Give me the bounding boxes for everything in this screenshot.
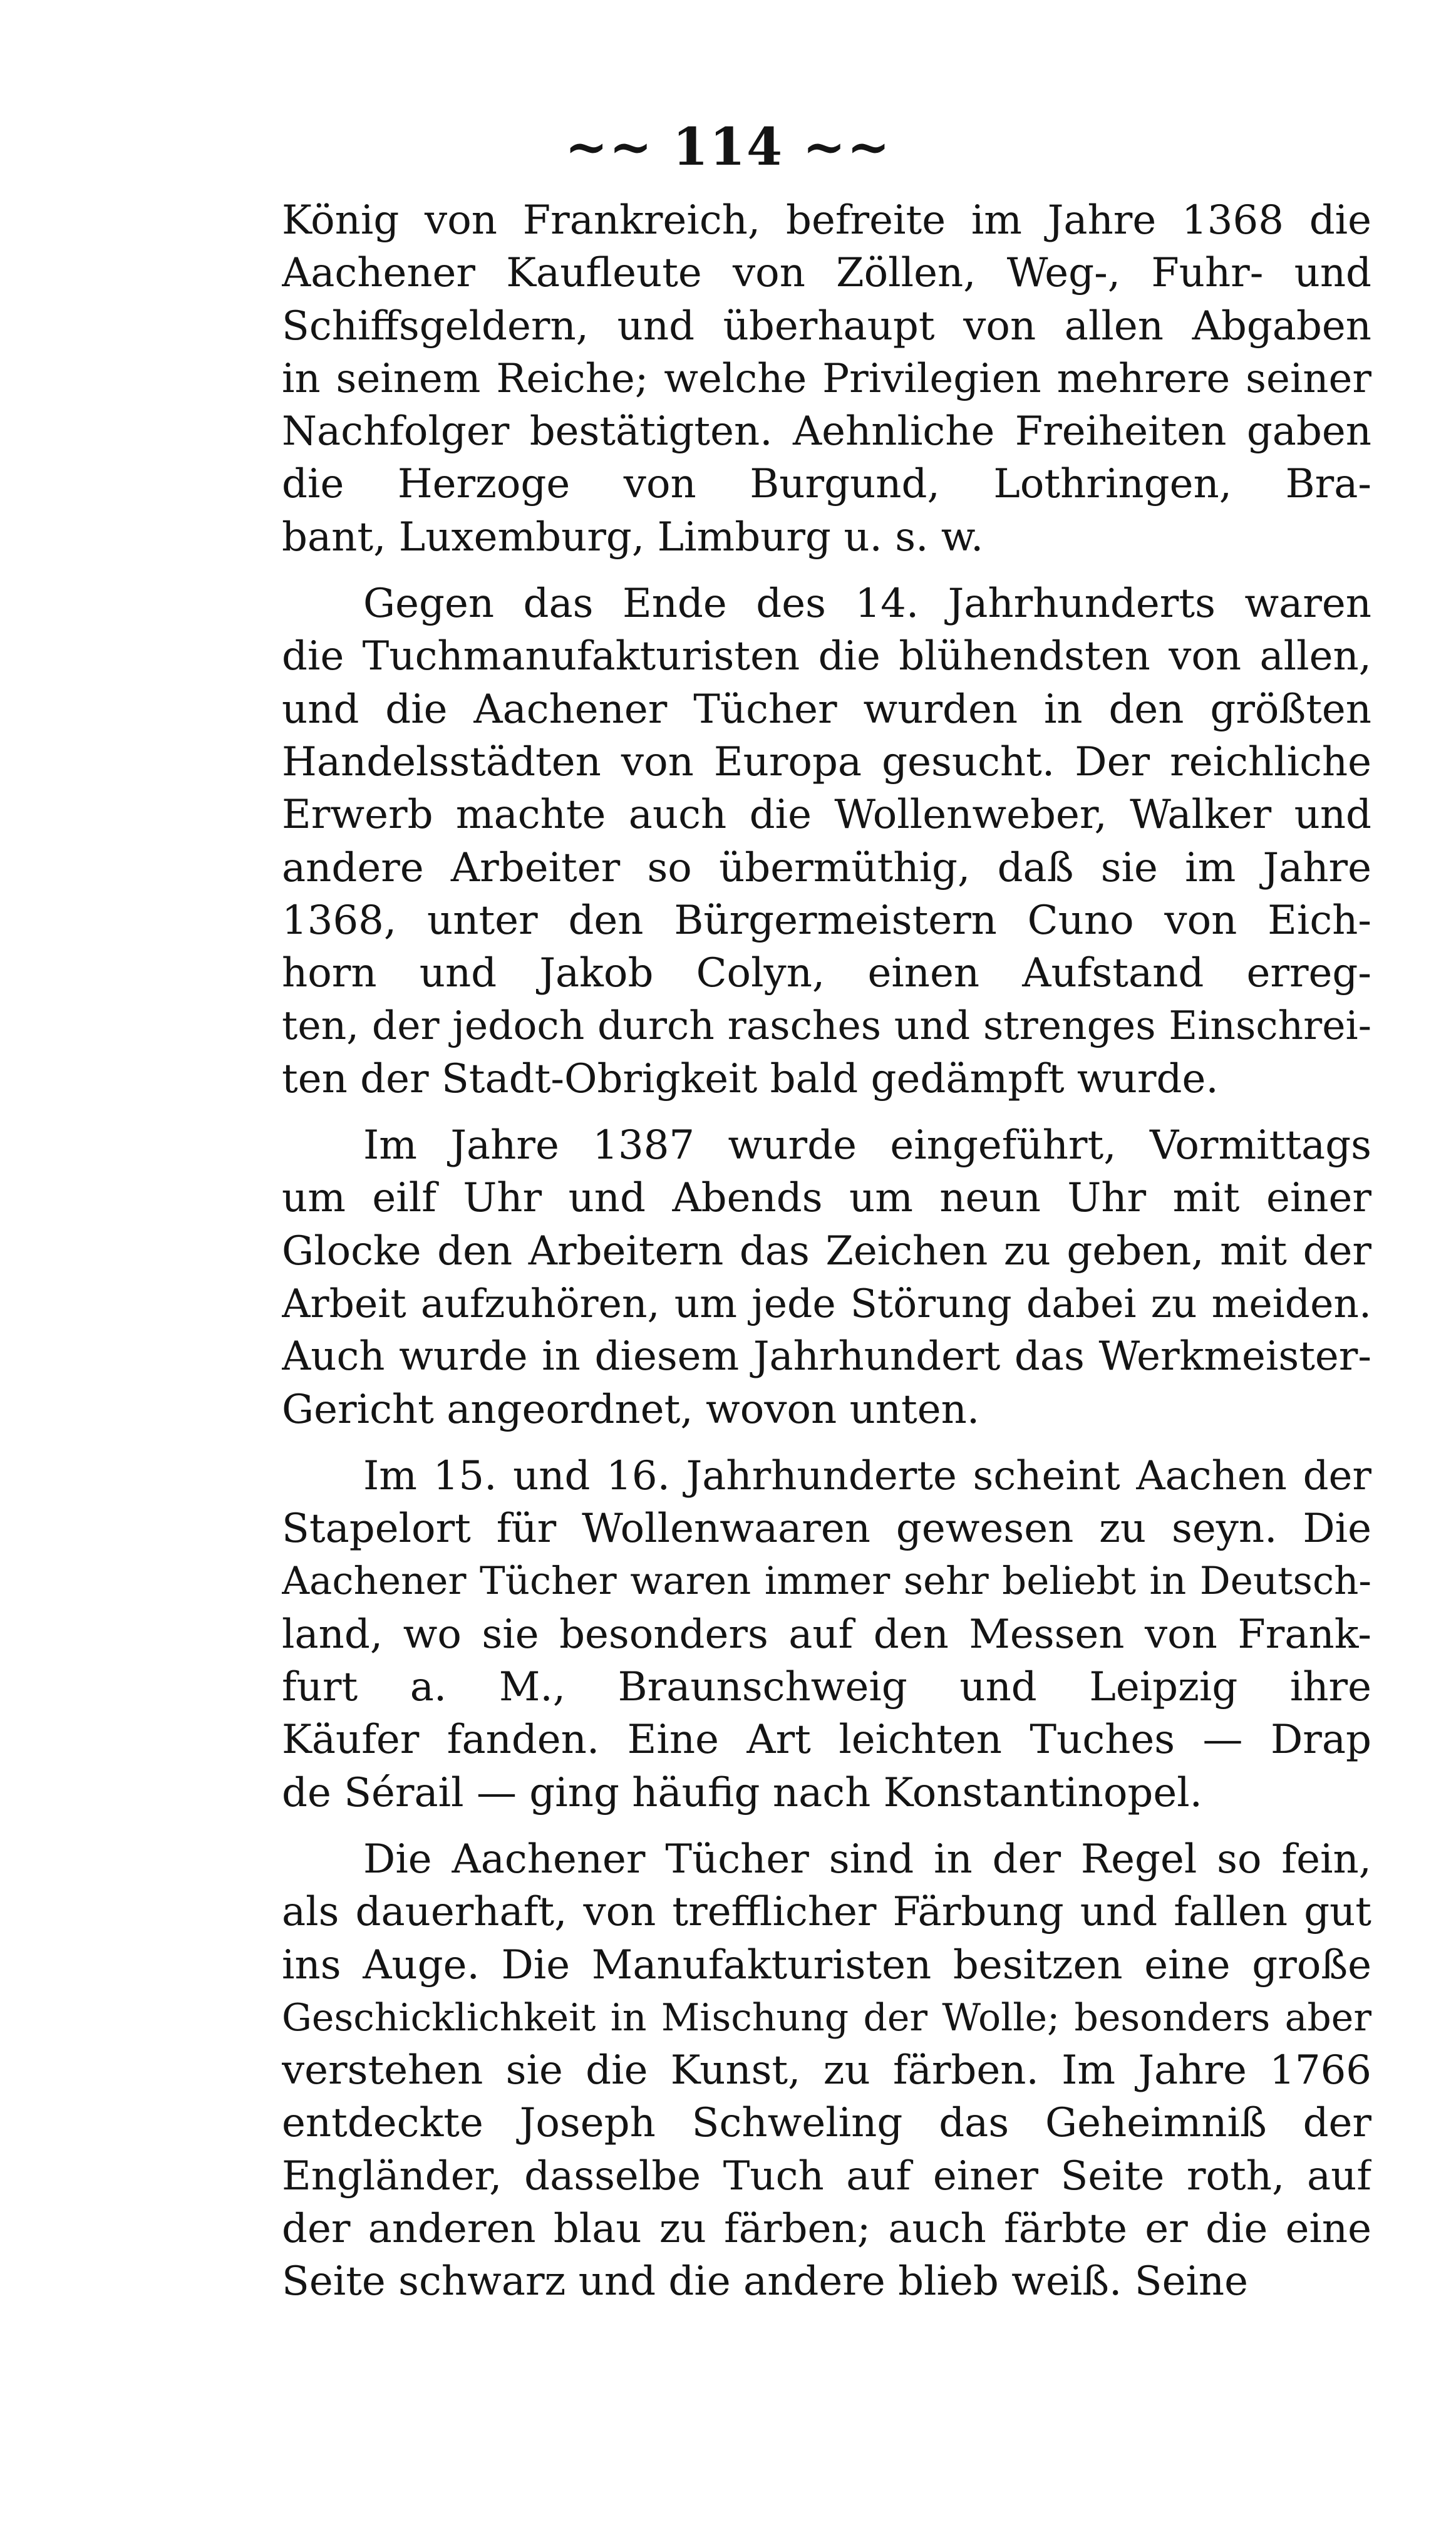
text-line: die Tuchmanufakturisten die blühendsten von allen, <box>282 633 1371 680</box>
text-line: ten, der jedoch durch rasches und strenges Einschrei- <box>282 1003 1371 1049</box>
text-line: land, wo sie besonders auf den Messen von Frank- <box>282 1611 1371 1658</box>
text-line: andere Arbeiter so übermüthig, daß sie im Jahre <box>282 844 1371 891</box>
text-line: Stapelort für Wollenwaaren gewesen zu seyn. Die <box>282 1506 1371 1553</box>
paragraph <box>282 1833 1371 2308</box>
paragraph <box>282 1450 1371 1819</box>
text-line: Schiffsgeldern, und überhaupt von allen Abgaben <box>282 302 1371 349</box>
text-line: Nachfolger bestätigten. Aehnliche Freiheiten gaben <box>282 408 1371 455</box>
text-line: Die Aachener Tücher sind in der Regel so fein, <box>363 1836 1371 1883</box>
text-line: der anderen blau zu färben; auch färbte er die eine <box>282 2205 1371 2252</box>
text-line: und die Aachener Tücher wurden in den größten <box>282 686 1371 733</box>
paragraph <box>282 1119 1371 1436</box>
text-line: Aachener Tücher waren immer sehr beliebt in Deutsch- <box>282 1559 1371 1604</box>
text-line: um eilf Uhr und Abends um neun Uhr mit einer <box>282 1175 1371 1222</box>
text-line: Engländer, dasselbe Tuch auf einer Seite roth, auf <box>282 2152 1371 2199</box>
text-line: Handelsstädten von Europa gesucht. Der reichliche <box>282 738 1371 785</box>
text-line: ins Auge. Die Manufakturisten besitzen eine große <box>282 1941 1371 1988</box>
text-line: Im 15. und 16. Jahrhunderte scheint Aachen der <box>363 1452 1371 1499</box>
text-line: bant, Luxemburg, Limburg u. s. w. <box>282 514 984 561</box>
body-text <box>282 194 1371 2308</box>
text-line: ten der Stadt-Obrigkeit bald gedämpft wurde. <box>282 1055 1219 1102</box>
text-line: Gegen das Ende des 14. Jahrhunderts waren <box>363 581 1371 628</box>
text-line: Im Jahre 1387 wurde eingeführt, Vormittags <box>363 1122 1371 1169</box>
text-line: Käufer fanden. Eine Art leichten Tuches — Drap <box>282 1717 1371 1764</box>
text-line: in seinem Reiche; welche Privilegien mehrere seiner <box>282 355 1371 402</box>
text-line: Erwerb machte auch die Wollenweber, Walker und <box>282 792 1371 839</box>
text-line: Auch wurde in diesem Jahrhundert das Werkmeister- <box>282 1333 1371 1380</box>
text-line: 1368, unter den Bürgermeistern Cuno von Eich- <box>282 897 1371 944</box>
text-line: Seite schwarz und die andere blieb weiß. Seine <box>282 2258 1248 2305</box>
text-line: furt a. M., Braunschweig und Leipzig ihre <box>282 1664 1371 1711</box>
text-line: Glocke den Arbeitern das Zeichen zu geben, mit der <box>282 1227 1371 1274</box>
text-line: Gericht angeordnet, wovon unten. <box>282 1386 980 1433</box>
text-line: Arbeit aufzuhören, um jede Störung dabei zu meiden. <box>282 1280 1371 1326</box>
text-line: als dauerhaft, von trefflicher Färbung und fallen gut <box>282 1889 1371 1936</box>
text-line: Geschicklichkeit in Mischung der Wolle; besonders aber <box>282 1995 1371 2040</box>
text-line: verstehen sie die Kunst, zu färben. Im Jahre 1766 <box>282 2047 1371 2094</box>
page-number-header: ~~ 114 ~~ <box>564 117 892 177</box>
text-line: horn und Jakob Colyn, einen Aufstand erreg- <box>282 950 1371 997</box>
paragraph <box>282 194 1371 564</box>
text-line: die Herzoge von Burgund, Lothringen, Bra- <box>282 461 1371 508</box>
text-line: Aachener Kaufleute von Zöllen, Weg-, Fuhr- und <box>282 250 1371 297</box>
text-line: entdeckte Joseph Schweling das Geheimniß der <box>282 2100 1371 2147</box>
paragraph <box>282 577 1371 1105</box>
text-line: de Sérail — ging häufig nach Konstantinopel. <box>282 1769 1202 1816</box>
text-line: König von Frankreich, befreite im Jahre 1368 die <box>282 197 1371 244</box>
